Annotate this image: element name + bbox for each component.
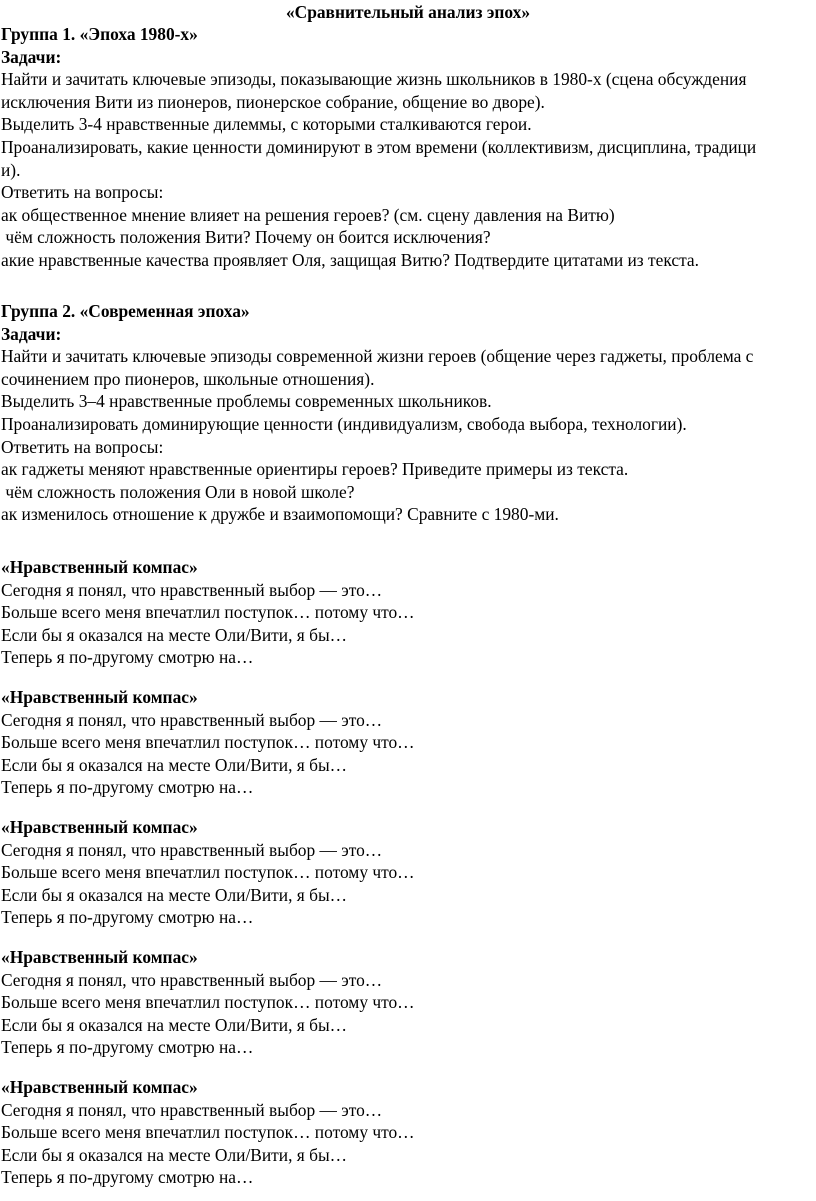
moral-compass-line: Если бы я оказался на месте Оли/Вити, я бы…	[1, 1144, 348, 1165]
moral-compass-line: Сегодня я понял, что нравственный выбор — это…	[1, 1099, 383, 1120]
group-1-line: Найти и зачитать ключевые эпизоды, показывающие жизнь школьников в 1980-х (сцена обсуждения	[1, 69, 747, 90]
document-title: «Сравнительный анализ эпох»	[285, 2, 531, 22]
moral-compass-line: Теперь я по-другому смотрю на…	[1, 907, 254, 928]
moral-compass-card-5	[1, 1076, 813, 1189]
moral-compass-card-1	[1, 556, 813, 669]
moral-compass-line: Теперь я по-другому смотрю на…	[1, 1167, 254, 1188]
moral-compass-line: Теперь я по-другому смотрю на…	[1, 777, 254, 798]
moral-compass-line: Сегодня я понял, что нравственный выбор — это…	[1, 839, 383, 860]
moral-compass-title: «Нравственный компас»	[1, 947, 198, 967]
moral-compass-card-2	[1, 686, 813, 799]
group-1-line: Проанализировать, какие ценности доминируют в этом времени (коллективизм, дисциплина, традици	[1, 136, 757, 157]
moral-compass-card-4	[1, 946, 813, 1059]
group-1-question: ак общественное мнение влияет на решения героев? (см. сцену давления на Витю)	[1, 204, 615, 225]
group-1-section	[1, 23, 813, 272]
group-2-tasks-label: Задачи:	[1, 323, 62, 344]
moral-compass-title: «Нравственный компас»	[1, 817, 198, 837]
group-2-question: ак изменилось отношение к дружбе и взаимопомощи? Сравните с 1980-ми.	[1, 504, 559, 525]
moral-compass-line: Больше всего меня впечатлил поступок… потому что…	[1, 732, 415, 753]
group-1-question: чём сложность положения Вити? Почему он боится исключения?	[1, 227, 491, 248]
group-2-question: чём сложность положения Оли в новой школе?	[1, 481, 355, 502]
moral-compass-title: «Нравственный компас»	[1, 1077, 198, 1097]
group-1-line: Выделить 3-4 нравственные дилеммы, с которыми сталкиваются герои.	[1, 114, 532, 135]
group-1-tasks-label: Задачи:	[1, 46, 62, 67]
moral-compass-line: Если бы я оказался на месте Оли/Вити, я бы…	[1, 624, 348, 645]
moral-compass-title: «Нравственный компас»	[1, 557, 198, 577]
moral-compass-line: Если бы я оказался на месте Оли/Вити, я бы…	[1, 884, 348, 905]
group-2-line: Выделить 3–4 нравственные проблемы современных школьников.	[1, 391, 492, 412]
moral-compass-title: «Нравственный компас»	[1, 687, 198, 707]
moral-compass-line: Больше всего меня впечатлил поступок… потому что…	[1, 862, 415, 883]
group-1-line: Ответить на вопросы:	[1, 182, 164, 203]
moral-compass-line: Сегодня я понял, что нравственный выбор — это…	[1, 709, 383, 730]
moral-compass-line: Больше всего меня впечатлил поступок… потому что…	[1, 602, 415, 623]
moral-compass-line: Больше всего меня впечатлил поступок… потому что…	[1, 1122, 415, 1143]
moral-compass-line: Теперь я по-другому смотрю на…	[1, 1037, 254, 1058]
group-2-heading: Группа 2. «Современная эпоха»	[1, 301, 250, 321]
moral-compass-line: Если бы я оказался на месте Оли/Вити, я бы…	[1, 1014, 348, 1035]
group-1-question: акие нравственные качества проявляет Оля, защищая Витю? Подтвердите цитатами из текста.	[1, 249, 699, 270]
group-2-line: Найти и зачитать ключевые эпизоды современной жизни героев (общение через гаджеты, проблема с	[1, 346, 754, 367]
moral-compass-line: Больше всего меня впечатлил поступок… потому что…	[1, 992, 415, 1013]
moral-compass-line: Сегодня я понял, что нравственный выбор — это…	[1, 579, 383, 600]
group-2-question: ак гаджеты меняют нравственные ориентиры героев? Приведите примеры из текста.	[1, 459, 629, 480]
group-2-line: Ответить на вопросы:	[1, 436, 164, 457]
group-2-line: сочинением про пионеров, школьные отношения).	[1, 368, 375, 389]
group-2-section	[1, 300, 813, 526]
moral-compass-card-3	[1, 816, 813, 929]
moral-compass-line: Если бы я оказался на месте Оли/Вити, я бы…	[1, 754, 348, 775]
moral-compass-line: Сегодня я понял, что нравственный выбор — это…	[1, 969, 383, 990]
group-2-line: Проанализировать доминирующие ценности (индивидуализм, свобода выбора, технологии).	[1, 413, 687, 434]
group-1-heading: Группа 1. «Эпоха 1980-х»	[1, 24, 198, 44]
moral-compass-line: Теперь я по-другому смотрю на…	[1, 647, 254, 668]
group-1-line: и).	[1, 159, 21, 180]
group-1-line: исключения Вити из пионеров, пионерское собрание, общение во дворе).	[1, 91, 545, 112]
